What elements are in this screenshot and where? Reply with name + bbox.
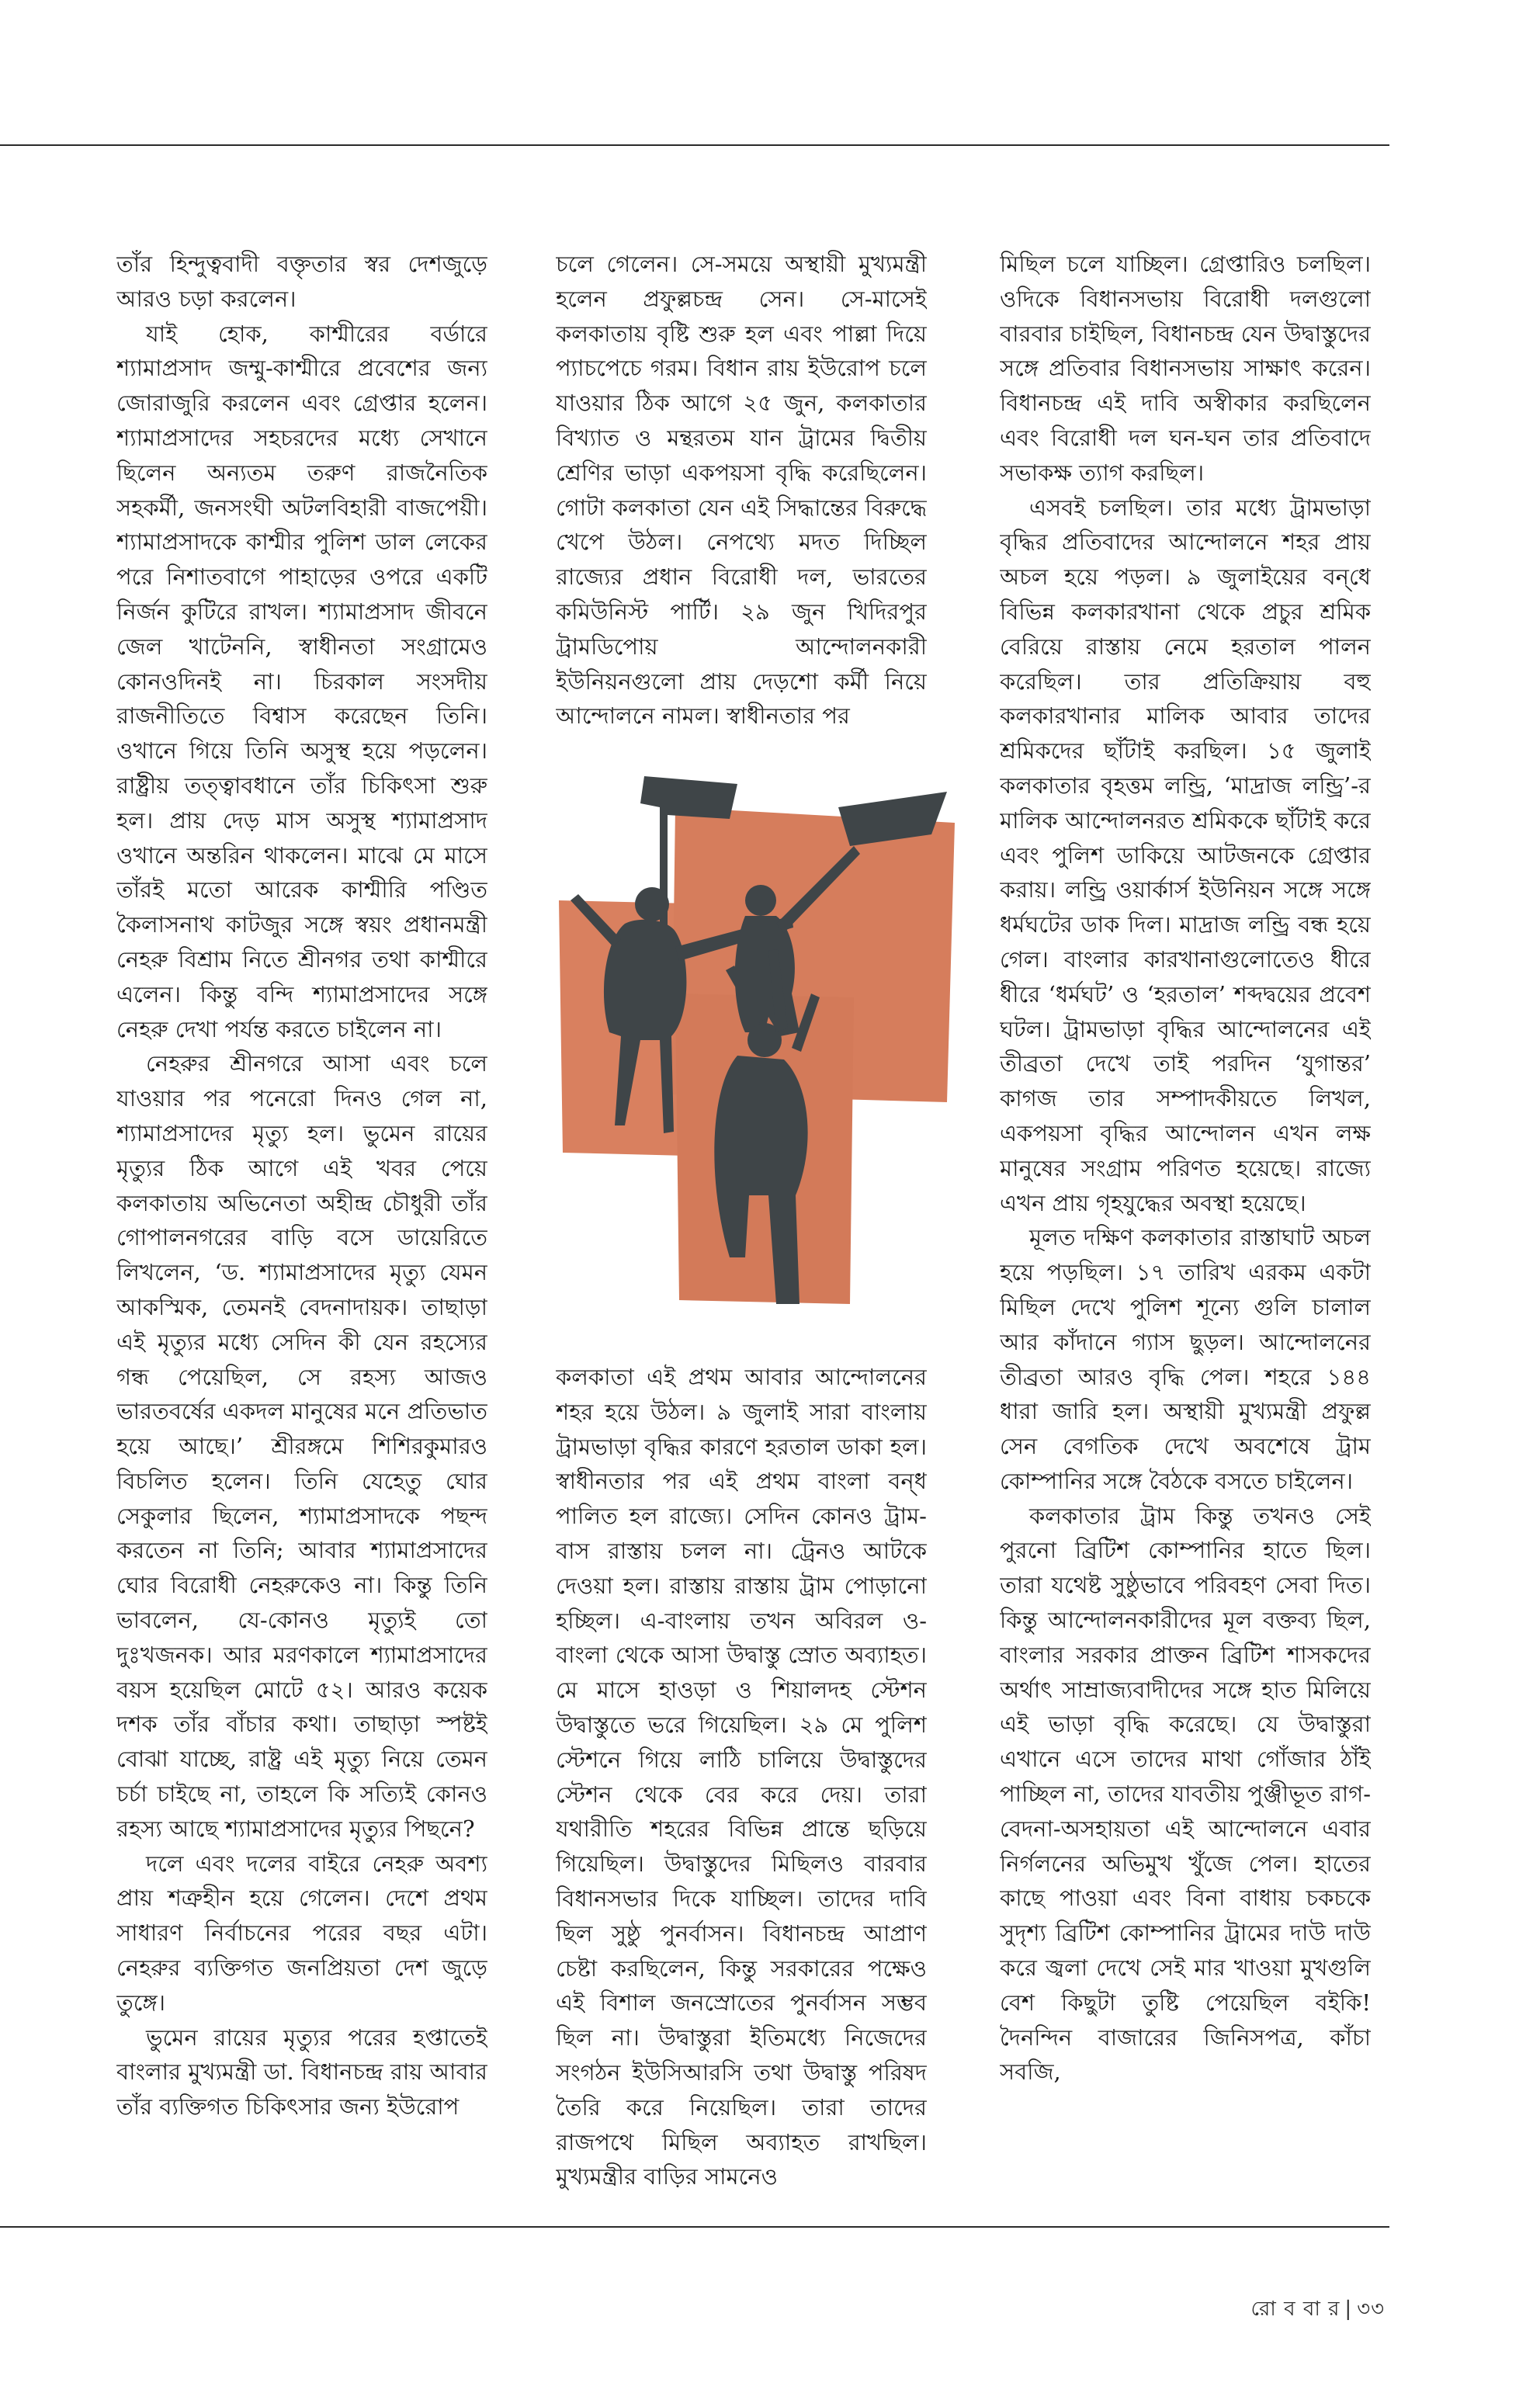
column-1 <box>116 247 487 2209</box>
paragraph: ভুমেন রায়ের মৃত্যুর পরের হপ্তাতেই বাংলার মুখ্যমন্ত্রী ডা. বিধানচন্দ্র রায় আবার তাঁর ব্যক্তিগত চিকিৎসার জন্য ইউরোপ <box>116 2024 487 2121</box>
paragraph: তাঁর হিন্দুত্ববাদী বক্তৃতার স্বর দেশজুড়ে আরও চড়া করলেন। <box>116 251 487 312</box>
bottom-rule <box>0 2226 1389 2228</box>
folio-separator: | <box>1344 2298 1353 2321</box>
column-3 <box>1000 247 1371 2209</box>
column-2-bottom <box>556 1360 927 2212</box>
paragraph: মিছিল চলে যাচ্ছিল। গ্রেপ্তারিও চলছিল। ওদিকে বিধানসভায় বিরোধী দলগুলো বারবার চাইছিল, বিধানচন্দ্র যেন উদ্বাস্তুদের সঙ্গে প্রতিবার বিধানসভায় সাক্ষাৎ করেন। বিধানচন্দ্র এই দাবি অস্বীকার করছিলেন এবং বিরোধী দল ঘন-ঘন তার প্রতিবাদে সভাকক্ষ ত্যাগ করছিল। <box>1000 251 1371 486</box>
paragraph: মূলত দক্ষিণ কলকাতার রাস্তাঘাট অচল হয়ে পড়ছিল। ১৭ তারিখ এরকম একটা মিছিল দেখে পুলিশ শূন্যে গুলি চালাল আর কাঁদানে গ্যাস ছুড়ল। আন্দোলনের তীব্রতা আরও বৃদ্ধি পেল। শহরে ১৪৪ ধারা জারি হল। অস্থায়ী মুখ্যমন্ত্রী প্রফুল্ল সেন বেগতিক দেখে অবশেষে ট্রাম কোম্পানির সঙ্গে বৈঠকে বসতে চাইলেন। <box>1000 1224 1371 1494</box>
orange-paper-pieces <box>559 807 955 1304</box>
paragraph: যাই হোক, কাশ্মীরের বর্ডারে শ্যামাপ্রসাদ জম্মু-কাশ্মীরে প্রবেশের জন্য জোরাজুরি করলেন এবং গ্রেপ্তার হলেন। শ্যামাপ্রসাদের সহচরদের মধ্যে সেখানে ছিলেন অন্যতম তরুণ রাজনৈতিক সহকর্মী, জনসংঘী অটলবিহারী বাজপেয়ী। শ্যামাপ্রসাদকে কাশ্মীর পুলিশ ডাল লেকের পরে নিশাতবাগে পাহাড়ের ওপরে একটি নির্জন কুটিরে রাখল। শ্যামাপ্রসাদ জীবনে জেল খাটেননি, স্বাধীনতা সংগ্রামেও কোনওদিনই না। চিরকাল সংসদীয় রাজনীতিতে বিশ্বাস করেছেন তিনি। ওখানে গিয়ে তিনি অসুস্থ হয়ে পড়লেন। রাষ্ট্রীয় তত্ত্বাবধানে তাঁর চিকিৎসা শুরু হল। প্রায় দেড় মাস অসুস্থ শ্যামাপ্রসাদ ওখানে অন্তরিন থাকলেন। মাঝে মে মাসে তাঁরই মতো আরেক কাশ্মীরি পণ্ডিত কৈলাসনাথ কাটজুর সঙ্গে স্বয়ং প্রধানমন্ত্রী নেহরু বিশ্রাম নিতে শ্রীনগর তথা কাশ্মীরে এলেন। কিন্তু বন্দি শ্যামাপ্রসাদের সঙ্গে নেহরু দেখা পর্যন্ত করতে চাইলেন না। <box>116 320 487 1042</box>
magazine-name: রো ব বা র <box>1250 2298 1341 2321</box>
paragraph: নেহরুর শ্রীনগরে আসা এবং চলে যাওয়ার পর পনেরো দিনও গেল না, শ্যামাপ্রসাদের মৃত্যু হল। ভুমেন রায়ের মৃত্যুর ঠিক আগে এই খবর পেয়ে কলকাতায় অভিনেতা অহীন্দ্র চৌধুরী তাঁর গোপালনগরের বাড়ি বসে ডায়েরিতে লিখলেন, ‘ড. শ্যামাপ্রসাদের মৃত্যু যেমন আকস্মিক, তেমনই বেদনাদায়ক। তাছাড়া এই মৃত্যুর মধ্যে সেদিন কী যেন রহস্যের গন্ধ পেয়েছিল, সে রহস্য আজও ভারতবর্ষের একদল মানুষের মনে প্রতিভাত হয়ে আছে।’ শ্রীরঙ্গমে শিশিরকুমারও বিচলিত হলেন। তিনি যেহেতু ঘোর সেকুলার ছিলেন, শ্যামাপ্রসাদকে পছন্দ করতেন না তিনি; আবার শ্যামাপ্রসাদের ঘোর বিরোধী নেহরুকেও না। কিন্তু তিনি ভাবলেন, যে-কোনও মৃত্যুই তো দুঃখজনক। আর মরণকালে শ্যামাপ্রসাদের বয়স হয়েছিল মোটে ৫২। আরও কয়েক দশক তাঁর বাঁচার কথা। তাছাড়া স্পষ্টই বোঝা যাচ্ছে, রাষ্ট্র এই মৃত্যু নিয়ে তেমন চর্চা চাইছে না, তাহলে কি সত্যিই কোনও রহস্য আছে শ্যামাপ্রসাদের মৃত্যুর পিছনে? <box>116 1050 487 1842</box>
paper-cutout-protest-illustration <box>543 761 962 1320</box>
top-rule <box>0 144 1389 146</box>
paragraph: কলকাতার ট্রাম কিন্তু তখনও সেই পুরনো ব্রিটিশ কোম্পানির হাতে ছিল। তারা যথেষ্ট সুষ্ঠুভাবে পরিবহণ সেবা দিত। কিন্তু আন্দোলনকারীদের মূল বক্তব্য ছিল, বাংলার সরকার প্রাক্তন ব্রিটিশ শাসকদের অর্থাৎ সাম্রাজ্যবাদীদের সঙ্গে হাত মিলিয়ে এই ভাড়া বৃদ্ধি করেছে। যে উদ্বাস্তুরা এখানে এসে তাদের মাথা গোঁজার ঠাঁই পাচ্ছিল না, তাদের যাবতীয় পুঞ্জীভূত রাগ-বেদনা-অসহায়তা এই আন্দোলনে এবার নির্গলনের অভিমুখ খুঁজে পেল। হাতের কাছে পাওয়া এবং বিনা বাধায় চকচকে সুদৃশ্য ব্রিটিশ কোম্পানির ট্রামের দাউ দাউ করে জ্বলা দেখে সেই মার খাওয়া মুখগুলি বেশ কিছুটা তুষ্টি পেয়েছিল বইকি! দৈনন্দিন বাজারের জিনিসপত্র, কাঁচা সবজি, <box>1000 1502 1371 2086</box>
paragraph: চলে গেলেন। সে-সময়ে অস্থায়ী মুখ্যমন্ত্রী হলেন প্রফুল্লচন্দ্র সেন। সে-মাসেই কলকাতায় বৃষ্টি শুরু হল এবং পাল্লা দিয়ে প্যাচপেচে গরম। বিধান রায় ইউরোপ চলে যাওয়ার ঠিক আগে ২৫ জুন, কলকাতার বিখ্যাত ও মন্থরতম যান ট্রামের দ্বিতীয় শ্রেণির ভাড়া একপয়সা বৃদ্ধি করেছিলেন। গোটা কলকাতা যেন এই সিদ্ধান্তের বিরুদ্ধে খেপে উঠল। নেপথ্যে মদত দিচ্ছিল রাজ্যের প্রধান বিরোধী দল, ভারতের কমিউনিস্ট পার্টি। ২৯ জুন খিদিরপুর ট্রামডিপোয় আন্দোলনকারী ইউনিয়নগুলো প্রায় দেড়শো কর্মী নিয়ে আন্দোলনে নামল। স্বাধীনতার পর <box>556 251 927 730</box>
page-footer <box>1250 2293 1385 2327</box>
paragraph: দলে এবং দলের বাইরে নেহরু অবশ্য প্রায় শত্রুহীন হয়ে গেলেন। দেশে প্রথম সাধারণ নির্বাচনের পরের বছর এটা। নেহরুর ব্যক্তিগত জনপ্রিয়তা দেশ জুড়ে তুঙ্গে। <box>116 1850 487 2016</box>
paragraph: এসবই চলছিল। তার মধ্যে ট্রামভাড়া বৃদ্ধির প্রতিবাদের আন্দোলনে শহর প্রায় অচল হয়ে পড়ল। ৯ জুলাইয়ের বন্‌ধে বিভিন্ন কলকারখানা থেকে প্রচুর শ্রমিক বেরিয়ে রাস্তায় নেমে হরতাল পালন করেছিল। তার প্রতিক্রিয়ায় বহু কলকারখানার মালিক আবার তাদের শ্রমিকদের ছাঁটাই করছিল। ১৫ জুলাই কলকাতার বৃহত্তম লন্ড্রি, ‘মাদ্রাজ লন্ড্রি’-র মালিক আন্দোলনরত শ্রমিককে ছাঁটাই করে এবং পুলিশ ডাকিয়ে আটজনকে গ্রেপ্তার করায়। লন্ড্রি ওয়ার্কার্স ইউনিয়ন সঙ্গে সঙ্গে ধর্মঘটের ডাক দিল। মাদ্রাজ লন্ড্রি বন্ধ হয়ে গেল। বাংলার কারখানাগুলোতেও ধীরে ধীরে ‘ধর্মঘট’ ও ‘হরতাল’ শব্দদ্বয়ের প্রবেশ ঘটল। ট্রামভাড়া বৃদ্ধির আন্দোলনের এই তীব্রতা দেখে তাই পরদিন ‘যুগান্তর’ কাগজ তার সম্পাদকীয়তে লিখল, একপয়সা বৃদ্ধির আন্দোলন এখন লক্ষ মানুষের সংগ্রাম পরিণত হয়েছে। রাজ্যে এখন প্রায় গৃহযুদ্ধের অবস্থা হয়েছে। <box>1000 494 1371 1216</box>
column-2-top <box>556 247 927 736</box>
paragraph: কলকাতা এই প্রথম আবার আন্দোলনের শহর হয়ে উঠল। ৯ জুলাই সারা বাংলায় ট্রামভাড়া বৃদ্ধির কারণে হরতাল ডাকা হল। স্বাধীনতার পর এই প্রথম বাংলা বন্‌ধ পালিত হল রাজ্যে। সেদিন কোনও ট্রাম-বাস রাস্তায় চলল না। ট্রেনও আটকে দেওয়া হল। রাস্তায় রাস্তায় ট্রাম পোড়ানো হচ্ছিল। এ-বাংলায় তখন অবিরল ও-বাংলা থেকে আসা উদ্বাস্তু স্রোত অব্যাহত। মে মাসে হাওড়া ও শিয়ালদহ স্টেশন উদ্বাস্তুতে ভরে গিয়েছিল। ২৯ মে পুলিশ স্টেশনে গিয়ে লাঠি চালিয়ে উদ্বাস্তুদের স্টেশন থেকে বের করে দেয়। তারা যথারীতি শহরের বিভিন্ন প্রান্তে ছড়িয়ে গিয়েছিল। উদ্বাস্তুদের মিছিলও বারবার বিধানসভার দিকে যাচ্ছিল। তাদের দাবি ছিল সুষ্ঠু পুনর্বাসন। বিধানচন্দ্র আপ্রাণ চেষ্টা করছিলেন, কিন্তু সরকারের পক্ষেও এই বিশাল জনস্রোতের পুনর্বাসন সম্ভব ছিল না। উদ্বাস্তুরা ইতিমধ্যে নিজেদের সংগঠন ইউসিআরসি তথা উদ্বাস্তু পরিষদ তৈরি করে নিয়েছিল। তারা তাদের রাজপথে মিছিল অব্যাহত রাখছিল। মুখ্যমন্ত্রীর বাড়ির সামনেও <box>556 1364 927 2190</box>
page-number: ৩৩ <box>1357 2298 1385 2321</box>
